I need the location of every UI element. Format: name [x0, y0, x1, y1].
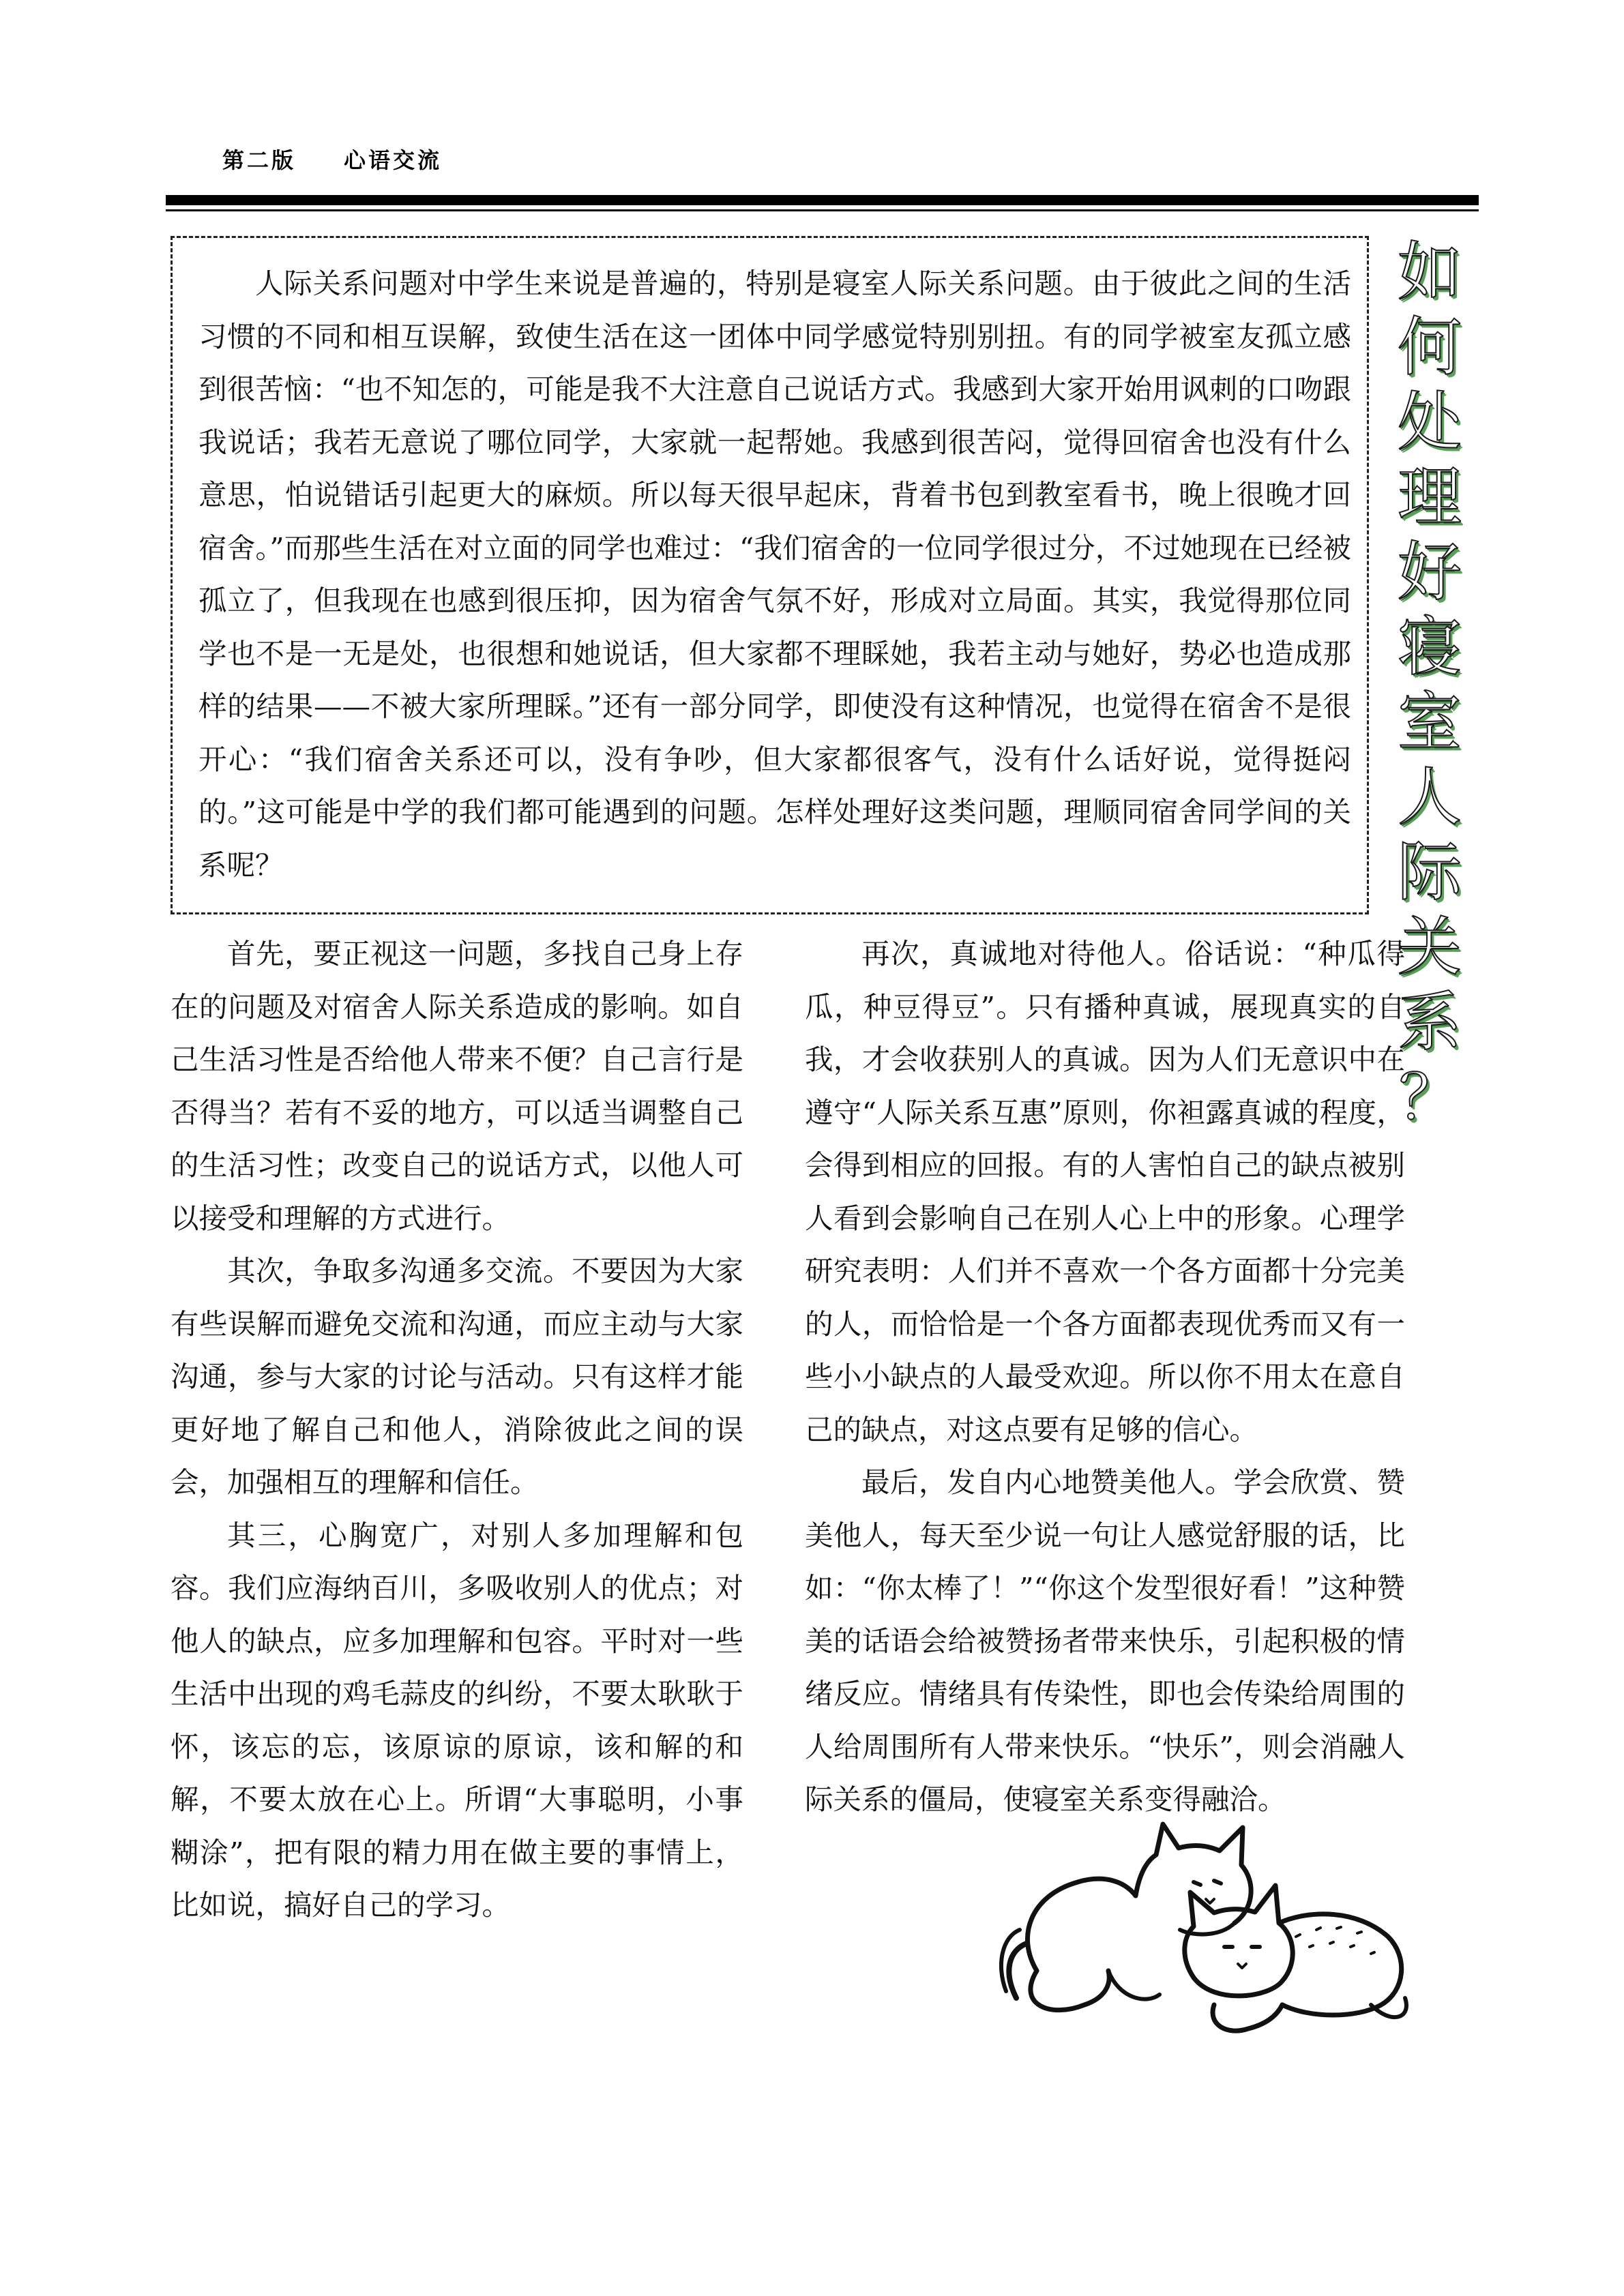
intro-box — [171, 236, 1369, 914]
header-rule-thick — [166, 195, 1479, 205]
title-char: 处 — [1397, 385, 1462, 460]
title-char: 好 — [1397, 535, 1462, 610]
title-char: 人 — [1397, 760, 1462, 835]
left-column — [171, 927, 743, 1932]
cats-illustration — [989, 1800, 1412, 2046]
intro-paragraph: 人际关系问题对中学生来说是普遍的，特别是寝室人际关系问题。由于彼此之间的生活习惯的不同和相互误解，致使生活在这一团体中同学感觉特别别扭。有的同学被室友孤立感到很苦恼：“也不知怎的，可能是我不大注意自己说话方式。我感到大家开始用讽刺的口吻跟我说话；我若无意说了哪位同学，大家就一起帮她。我感到很苦闷，觉得回宿舍也没有什么意思，怕说错话引起更大的麻烦。所以每天很早起床，背着书包到教室看书，晚上很晚才回宿舍。”而那些生活在对立面的同学也难过：“我们宿舍的一位同学很过分，不过她现在已经被孤立了，但我现在也感到很压抑，因为宿舍气氛不好，形成对立局面。其实，我觉得那位同学也不是一无是处，也很想和她说话，但大家都不理睬她，我若主动与她好，势必也造成那样的结果——不被大家所理睬。”还有一部分同学，即使没有这种情况，也觉得在宿舍不是很开心：“我们宿舍关系还可以，没有争吵，但大家都很客气，没有什么话好说，觉得挺闷的。”这可能是中学的我们都可能遇到的问题。怎样处理好这类问题，理顺同宿舍同学间的关系呢？ — [198, 267, 1351, 882]
page-header — [222, 143, 490, 175]
paragraph-first: 首先，要正视这一问题，多找自己身上存在的问题及对宿舍人际关系造成的影响。如自己生活习性是否给他人带来不便？自己言行是否得当？若有不妥的地方，可以适当调整自己的生活习性；改变自己的说话方式，以他人可以接受和理解的方式进行。 — [171, 937, 743, 1235]
paragraph-fourth: 再次，真诚地对待他人。俗话说：“种瓜得瓜，种豆得豆”。只有播种真诚，展现真实的自我，才会收获别人的真诚。因为人们无意识中在遵守“人际关系互惠”原则，你袒露真诚的程度，会得到相应的回报。有的人害怕自己的缺点被别人看到会影响自己在别人心上中的形象。心理学研究表明：人们并不喜欢一个各方面都十分完美的人，而恰恰是一个各方面都表现优秀而又有一些小小缺点的人最受欢迎。所以你不用太在意自己的缺点，对这点要有足够的信心。 — [805, 937, 1405, 1446]
paragraph-second: 其次，争取多沟通多交流。不要因为大家有些误解而避免交流和沟通，而应主动与大家沟通，参与大家的讨论与活动。只有这样才能更好地了解自己和他人，消除彼此之间的误会，加强相互的理解和信任。 — [171, 1254, 743, 1499]
paragraph-fifth: 最后，发自内心地赞美他人。学会欣赏、赞美他人，每天至少说一句让人感觉舒服的话，比如：“你太棒了！”“你这个发型很好看！”这种赞美的话语会给被赞扬者带来快乐，引起积极的情绪反应。情绪具有传染性，即也会传染给周围的人给周围所有人带来快乐。“快乐”，则会消融人际关系的僵局，使寝室关系变得融洽。 — [805, 1465, 1405, 1816]
title-char: 关 — [1397, 910, 1462, 985]
title-question-mark: ？ — [1399, 1062, 1460, 1133]
title-char: 际 — [1397, 835, 1462, 910]
title-char: 何 — [1397, 310, 1462, 385]
title-char: 如 — [1397, 235, 1462, 310]
right-column — [805, 927, 1405, 1826]
title-char: 寝 — [1397, 610, 1462, 685]
header-rule-thin — [166, 209, 1479, 211]
edition-label: 第二版 — [222, 147, 297, 173]
paragraph-third: 其三，心胸宽广，对别人多加理解和包容。我们应海纳百川，多吸收别人的优点；对他人的缺点，应多加理解和包容。平时对一些生活中出现的鸡毛蒜皮的纠纷，不要太耿耿于怀，该忘的忘，该原谅的原谅，该和解的和解，不要太放在心上。所谓“大事聪明，小事糊涂”，把有限的精力用在做主要的事情上，比如说，搞好自己的学习。 — [171, 1518, 743, 1922]
title-char: 室 — [1397, 685, 1462, 760]
title-char: 理 — [1397, 460, 1462, 535]
section-label: 心语交流 — [344, 147, 443, 173]
title-char: 系 — [1397, 985, 1462, 1060]
